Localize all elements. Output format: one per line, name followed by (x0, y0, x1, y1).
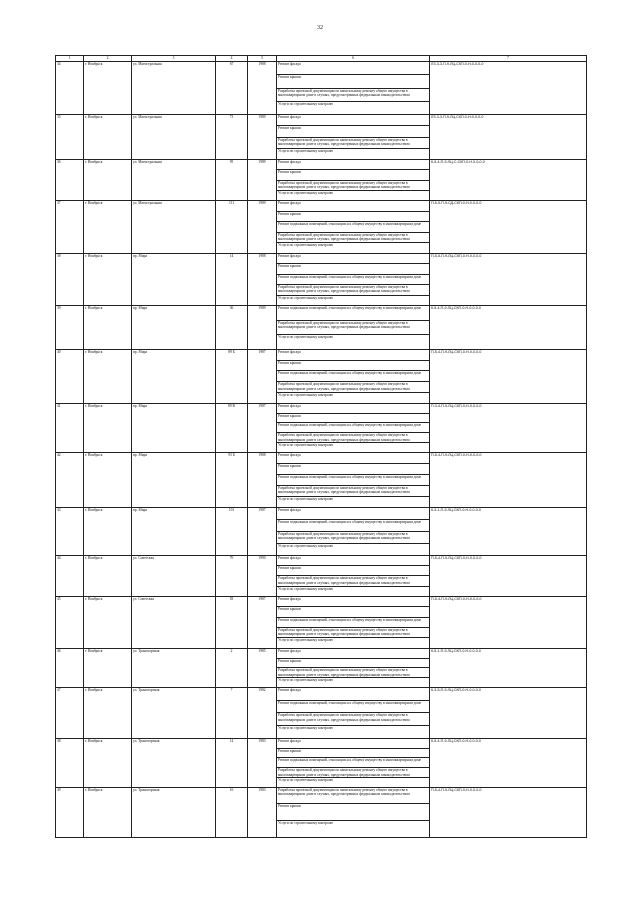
year-cell: 1985 (248, 648, 277, 687)
work-type-cell: Ремонт фасада (277, 201, 430, 212)
work-type-cell: Ремонт крыши (277, 607, 430, 617)
year-cell: 1989 (248, 160, 277, 201)
city-cell: г. Ноябрьск (84, 507, 132, 555)
year-cell: 1987 (248, 349, 277, 403)
column-number: 6 (277, 56, 430, 62)
city-cell: г. Ноябрьск (84, 305, 132, 349)
row-number-cell: 43 (56, 507, 84, 555)
object-code-cell: П-5-4-П-9-ЛЦ-СКП-0-Н-0-0-0-0 (430, 452, 587, 507)
object-code-cell: ЛЗ-3-3-П-9-ЛЦ-СКП-0-Н-0-0-0-0 (430, 115, 587, 160)
work-type-cell: Ремонт крыши (277, 126, 430, 137)
work-type-cell: Ремонт фасада (277, 738, 430, 748)
street-cell: пр. Мира (132, 452, 216, 507)
page-number: 32 (317, 25, 323, 31)
street-cell: пр. Мира (132, 349, 216, 403)
row-number-cell: 47 (56, 687, 84, 738)
object-code-cell: К-3-5-П-9-ЛЦ-СКП-0-Н-0-0-0-0 (430, 687, 587, 738)
table-row (56, 687, 587, 700)
row-number-cell: 48 (56, 738, 84, 787)
work-type-cell: Ремонт фасада (277, 687, 430, 700)
row-number-cell: 34 (56, 62, 84, 115)
work-type-cell: Ремонт фасада (277, 115, 430, 126)
city-cell: г. Ноябрьск (84, 253, 132, 305)
work-type-cell: Разработка проектной документации по капитальному ремонту общего имущества в многоквартирном доме в случаях, предусмотренных федеральным законодательством (277, 232, 430, 243)
year-cell: 1989 (248, 305, 277, 349)
city-cell: г. Ноябрьск (84, 687, 132, 738)
work-type-cell: Ремонт подвальных помещений, относящихся к общему имуществу в многоквартирном доме (277, 758, 430, 768)
work-type-cell: Ремонт фасада (277, 403, 430, 413)
year-cell: 1988 (248, 62, 277, 115)
house-number-cell: 93 Б (216, 452, 248, 507)
street-cell: пр. Мира (132, 253, 216, 305)
table-row (56, 738, 587, 748)
work-type-cell: Ремонт подвальных помещений, относящихся к общему имуществу в многоквартирном доме (277, 617, 430, 627)
year-cell: 1988 (248, 452, 277, 507)
work-type-cell: Ремонт фасада (277, 648, 430, 658)
work-type-cell: Ремонт подвальных помещений, относящихся к общему имуществу в многоквартирном доме (277, 274, 430, 284)
year-cell: 1982 (248, 687, 277, 738)
year-cell: 1987 (248, 403, 277, 452)
work-type-cell: Разработка проектной документации по капитальному ремонту общего имущества в многоквартирном доме в случаях, предусмотренных федеральным законодательством (277, 576, 430, 586)
row-number-cell: 39 (56, 305, 84, 349)
work-type-cell: Услуги по строительному контролю (277, 678, 430, 688)
column-number: 4 (216, 56, 248, 62)
work-type-cell: Ремонт фасада (277, 507, 430, 519)
house-number-cell: 89 В (216, 403, 248, 452)
work-type-cell: Ремонт фасада (277, 452, 430, 463)
work-type-cell: Разработка проектной документации по капитальному ремонту общего имущества в многоквартирном доме в случаях, предусмотренных федеральным законодательством (277, 713, 430, 726)
house-number-cell: 89 Б (216, 349, 248, 403)
work-type-cell: Ремонт подвальных помещений, относящихся к общему имуществу в многоквартирном доме (277, 700, 430, 713)
city-cell: г. Ноябрьск (84, 349, 132, 403)
year-cell: 1989 (248, 201, 277, 254)
repair-register-table (55, 55, 587, 838)
city-cell: г. Ноябрьск (84, 62, 132, 115)
work-type-cell: Ремонт подвальных помещений, относящихся к общему имуществу в многоквартирном доме (277, 222, 430, 233)
work-type-cell: Услуги по строительному контролю (277, 190, 430, 200)
object-code-cell: П-5-5-П-9-ЛЦ-СКП-0-Н-0-0-0-0 (430, 253, 587, 305)
object-code-cell: К-5-4-П-9-ЛЦ-СКП-0-Н-0-0-0-0 (430, 738, 587, 787)
house-number-cell: 95 (216, 160, 248, 201)
work-type-cell: Ремонт подвальных помещений, относящихся к общему имуществу в многоквартирном доме (277, 519, 430, 531)
street-cell: ул. Советская (132, 555, 216, 596)
table-row (56, 253, 587, 263)
work-type-cell: Ремонт крыши (277, 804, 430, 821)
house-number-cell: 16 (216, 787, 248, 837)
work-type-cell: Услуги по строительному контролю (277, 295, 430, 305)
city-cell: г. Ноябрьск (84, 738, 132, 787)
street-cell: ул. Транспортная (132, 787, 216, 837)
work-type-cell: Разработка проектной документации по капитальному ремонту общего имущества в многоквартирном доме в случаях, предусмотренных федеральным законодательством (277, 320, 430, 335)
row-number-cell: 41 (56, 403, 84, 452)
row-number-cell: 44 (56, 555, 84, 596)
house-number-cell: 111 (216, 201, 248, 254)
table-row (56, 349, 587, 360)
table-row (56, 555, 587, 565)
work-type-cell: Разработка проектной документации по капитальному ремонту общего имущества в многоквартирном доме в случаях, предусмотренных федеральным законодательством (277, 180, 430, 190)
work-type-cell: Ремонт фасада (277, 596, 430, 606)
city-cell: г. Ноябрьск (84, 648, 132, 687)
work-type-cell: Услуги по строительному контролю (277, 443, 430, 453)
row-number-cell: 38 (56, 253, 84, 305)
work-type-cell: Ремонт крыши (277, 748, 430, 758)
table-row (56, 452, 587, 463)
work-type-cell: Услуги по строительному контролю (277, 726, 430, 739)
column-number: 1 (56, 56, 84, 62)
object-code-cell: ЛЗ-3-3-П-9-ЛЦ-СКП-0-Н-0-0-0-0 (430, 62, 587, 115)
work-type-cell: Услуги по строительному контролю (277, 496, 430, 507)
work-type-cell: Ремонт крыши (277, 75, 430, 88)
city-cell: г. Ноябрьск (84, 452, 132, 507)
year-cell: 1988 (248, 253, 277, 305)
work-type-cell: Ремонт крыши (277, 566, 430, 576)
street-cell: ул. Магистральная (132, 201, 216, 254)
table-row (56, 596, 587, 606)
work-type-cell: Разработка проектной документации по капитальному ремонту общего имущества в многоквартирном доме в случаях, предусмотренных федеральным законодательством (277, 768, 430, 778)
street-cell: ул. Магистральная (132, 160, 216, 201)
work-type-cell: Услуги по строительному контролю (277, 543, 430, 555)
street-cell: пр. Мира (132, 507, 216, 555)
object-code-cell: П-5-4-П-9-ЛЦ-СКП-0-Н-0-0-0-0 (430, 596, 587, 648)
row-number-cell: 36 (56, 160, 84, 201)
street-cell: ул. Магистральная (132, 62, 216, 115)
street-cell: ул. Транспортная (132, 648, 216, 687)
city-cell: г. Ноябрьск (84, 787, 132, 837)
table-row (56, 201, 587, 212)
work-type-cell: Ремонт крыши (277, 658, 430, 668)
city-cell: г. Ноябрьск (84, 596, 132, 648)
work-type-cell: Ремонт крыши (277, 264, 430, 274)
work-type-cell: Ремонт крыши (277, 463, 430, 474)
house-number-cell: 67 (216, 62, 248, 115)
work-type-cell: Услуги по строительному контролю (277, 243, 430, 254)
work-type-cell: Разработка проектной документации по капитальному ремонту общего имущества в многоквартирном доме в случаях, предусмотренных федеральным законодательством (277, 433, 430, 443)
year-cell: 1990 (248, 555, 277, 596)
table-row (56, 62, 587, 75)
object-code-cell: П-5-4-П-9-ЛЦ-СКП-0-Н-0-0-0-0 (430, 555, 587, 596)
row-number-cell: 45 (56, 596, 84, 648)
house-number-cell: 70 (216, 555, 248, 596)
street-cell: ул. Транспортная (132, 738, 216, 787)
column-number: 2 (84, 56, 132, 62)
work-type-cell: Ремонт фасада (277, 160, 430, 170)
work-type-cell: Разработка проектной документации по капитальному ремонту общего имущества в многоквартирном доме в случаях, предусмотренных федеральным законодательством (277, 382, 430, 393)
row-number-cell: 40 (56, 349, 84, 403)
work-type-cell: Разработка проектной документации по капитальному ремонту общего имущества в многоквартирном доме в случаях, предусмотренных федеральным законодательством (277, 137, 430, 148)
work-type-cell: Услуги по строительному контролю (277, 821, 430, 838)
work-type-cell: Ремонт фасада (277, 555, 430, 565)
row-number-cell: 35 (56, 115, 84, 160)
work-type-cell: Услуги по строительному контролю (277, 778, 430, 788)
row-number-cell: 46 (56, 648, 84, 687)
object-code-cell: П-5-4-П-9-ЛЦ-СКП-0-Н-0-0-0-0 (430, 349, 587, 403)
year-cell: 1987 (248, 596, 277, 648)
house-number-cell: 36 (216, 305, 248, 349)
house-number-cell: 14 (216, 738, 248, 787)
object-code-cell: П-3-4-П-9-ЛЦ-СКП-0-Н-0-0-0-0 (430, 403, 587, 452)
object-code-cell: П-5-5-П-9-СД-СКП-0-Н-0-0-0-0 (430, 201, 587, 254)
row-number-cell: 42 (56, 452, 84, 507)
work-type-cell: Разработка проектной документации по капитальному ремонту общего имущества в многоквартирном доме в случаях, предусмотренных федеральным законодательством (277, 628, 430, 638)
work-type-cell: Разработка проектной документации по капитальному ремонту общего имущества в многоквартирном доме в случаях, предусмотренных федеральным законодательством (277, 485, 430, 496)
work-type-cell: Разработка проектной документации по капитальному ремонту общего имущества в многоквартирном доме в случаях, предусмотренных федеральным законодательством (277, 285, 430, 295)
house-number-cell: 14 (216, 253, 248, 305)
city-cell: г. Ноябрьск (84, 555, 132, 596)
work-type-cell: Услуги по строительному контролю (277, 586, 430, 596)
table-row (56, 507, 587, 519)
row-number-cell: 37 (56, 201, 84, 254)
table-row (56, 305, 587, 320)
work-type-cell: Услуги по строительному контролю (277, 335, 430, 350)
street-cell: ул. Советская (132, 596, 216, 648)
work-type-cell: Услуги по строительному контролю (277, 638, 430, 648)
house-number-cell: 83 (216, 596, 248, 648)
table-row (56, 403, 587, 413)
street-cell: ул. Транспортная (132, 687, 216, 738)
year-cell: 1989 (248, 115, 277, 160)
work-type-cell: Ремонт фасада (277, 349, 430, 360)
city-cell: г. Ноябрьск (84, 160, 132, 201)
object-code-cell: П-5-4-П-9-ЛЦ-СКП-0-Н-0-0-0-0 (430, 787, 587, 837)
street-cell: ул. Магистральная (132, 115, 216, 160)
house-number-cell: 2 (216, 648, 248, 687)
work-type-cell: Ремонт фасада (277, 62, 430, 75)
column-number: 3 (132, 56, 216, 62)
work-type-cell: Услуги по строительному контролю (277, 101, 430, 114)
work-type-cell: Разработка проектной документации по капитальному ремонту общего имущества в многоквартирном доме в случаях, предусмотренных федеральным законодательством (277, 88, 430, 101)
work-type-cell: Ремонт подвальных помещений, относящихся к общему имуществу в многоквартирном доме (277, 474, 430, 485)
work-type-cell: Разработка проектной документации по капитальному ремонту общего имущества в многоквартирном доме в случаях, предусмотренных федеральным законодательством (277, 668, 430, 678)
table-row (56, 648, 587, 658)
work-type-cell: Ремонт подвальных помещений, относящихся к общему имуществу в многоквартирном доме (277, 423, 430, 433)
work-type-cell: Разработка проектной документации по капитальному ремонту общего имущества в многоквартирном доме в случаях, предусмотренных федеральным законодательством (277, 787, 430, 804)
work-type-cell: Разработка проектной документации по капитальному ремонту общего имущества в многоквартирном доме в случаях, предусмотренных федеральным законодательством (277, 531, 430, 543)
city-cell: г. Ноябрьск (84, 403, 132, 452)
year-cell: 1983 (248, 738, 277, 787)
object-code-cell: К-3-1-П-9-ЛЦ-СКП-0-Н-0-0-0-0 (430, 507, 587, 555)
work-type-cell: Услуги по строительному контролю (277, 393, 430, 404)
city-cell: г. Ноябрьск (84, 201, 132, 254)
work-type-cell: Ремонт фасада (277, 253, 430, 263)
table-row (56, 160, 587, 170)
column-number: 5 (248, 56, 277, 62)
object-code-cell: К-5-1-П-9-ЛЦ-СКП-0-Н-0-0-0-0 (430, 648, 587, 687)
street-cell: пр. Мира (132, 403, 216, 452)
house-number-cell: 73 (216, 115, 248, 160)
column-number: 7 (430, 56, 587, 62)
year-cell: 1983 (248, 787, 277, 837)
table-row (56, 787, 587, 804)
work-type-cell: Ремонт крыши (277, 170, 430, 180)
work-type-cell: Ремонт крыши (277, 413, 430, 423)
street-cell: пр. Мира (132, 305, 216, 349)
table-body (56, 62, 587, 838)
object-code-cell: К-5-4-П-9-ЛЦ-С-СКП-0-Н-0-0-0-0 (430, 160, 587, 201)
work-type-cell: Услуги по строительному контролю (277, 148, 430, 159)
year-cell: 1987 (248, 507, 277, 555)
work-type-cell: Ремонт крыши (277, 211, 430, 222)
work-type-cell: Ремонт подвальных помещений, относящихся к общему имуществу в многоквартирном доме (277, 371, 430, 382)
work-type-cell: Ремонт подвальных помещений, относящихся к общему имуществу в многоквартирном доме (277, 305, 430, 320)
row-number-cell: 49 (56, 787, 84, 837)
house-number-cell: 101 (216, 507, 248, 555)
object-code-cell: К-5-4-П-9-ЛЦ-СКП-0-Н-0-0-0-0 (430, 305, 587, 349)
work-type-cell: Ремонт крыши (277, 360, 430, 371)
house-number-cell: 7 (216, 687, 248, 738)
city-cell: г. Ноябрьск (84, 115, 132, 160)
table-row (56, 115, 587, 126)
